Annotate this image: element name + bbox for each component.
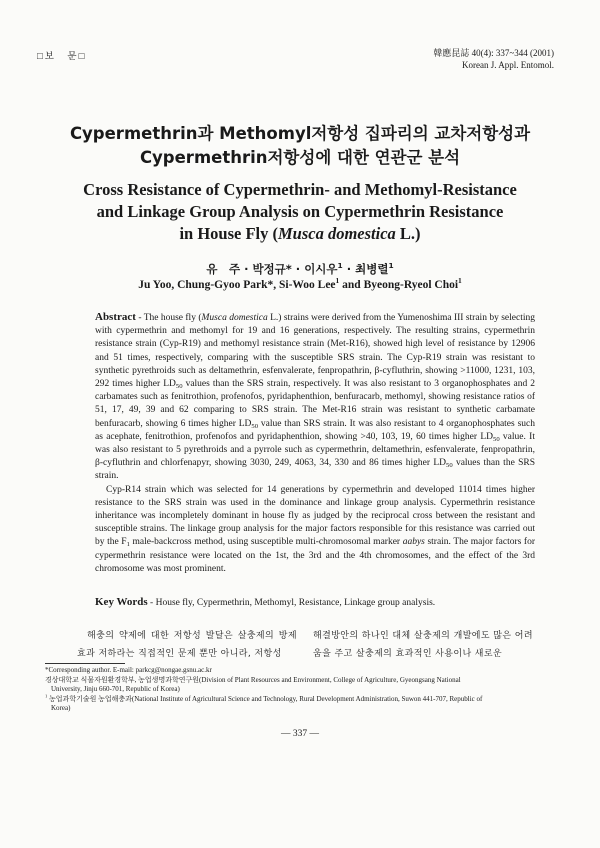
abstract-text: male-backcross method, using susceptible multi-chromosomal marker bbox=[129, 537, 403, 548]
author-name: 최병렬 bbox=[355, 262, 389, 276]
korean-title bbox=[0, 122, 600, 170]
title-text: in House Fly ( bbox=[179, 224, 278, 243]
affiliation-text: 경상대학교 식물자원환경학부, 농업생명과학연구원(Division of Plant Resources and Environment, College of Agriculture, Gyeongsang National bbox=[45, 675, 461, 684]
keywords-label: Key Words bbox=[95, 596, 148, 608]
affiliation-mark: 1 bbox=[337, 261, 343, 271]
english-title-line-3 bbox=[0, 223, 600, 245]
affiliation-mark: 1 bbox=[458, 276, 462, 286]
affiliation-note-1 bbox=[45, 676, 555, 695]
affiliation-text: University, Jinju 660-701, Republic of Korea) bbox=[51, 685, 180, 694]
abstract-text: values than the SRS strain, respectively. It was also resistant to 3 organophosphates and 2 carbamates such as fenitrothion, profenofos, pyridaphenthion, benfuracarb, methomyl, showing resistance ratios of 51, 17, 49, 39 and 62 comparing to SRS strain. The Met-R16 strain was resistant to synthetic carbamate benfuracarb, showing 6 times higher LD bbox=[95, 379, 535, 429]
journal-citation bbox=[433, 47, 554, 71]
affiliation-text: Korea) bbox=[51, 704, 71, 713]
journal-citation-en: Korean J. Appl. Entomol. bbox=[462, 60, 554, 70]
affiliation-mark: 1 bbox=[388, 261, 394, 271]
abstract-text: values than the SRS strain. bbox=[95, 458, 535, 482]
section-label: □보 문□ bbox=[37, 52, 87, 62]
abstract-text: L.) strains were derived from the Yumenoshima III strain by selecting with cypermethrin and methomyl for 19 and 16 generations, respectively. The resulting strains, cypermethrin resistance strain (Cyp-R19) and methomyl resistance strain (Met-R16), showed high level of resistance by 12906 and 51 times, respectively, comparing with the susceptible SRS strain. The Cyp-R19 strain was resistant to synthetic pyrethroids such as deltamethrin, esfenvalerate, fenpropathrin, β-cyfluthrin, showing >11000, 1231, 103, 292 times higher LD bbox=[95, 313, 535, 390]
title-text: L.) bbox=[395, 224, 421, 243]
subscript: 1 bbox=[126, 541, 130, 549]
korean-title-line-2: Cypermethrin저항성에 대한 연관군 분석 bbox=[139, 148, 461, 167]
english-title bbox=[0, 179, 600, 245]
journal-citation-kr: 韓應昆誌 40(4): 337~344 (2001) bbox=[433, 48, 554, 58]
affiliation-mark: 1 bbox=[45, 693, 48, 699]
species-name: Musca domestica bbox=[201, 313, 268, 323]
keywords-text: - House fly, Cypermethrin, Methomyl, Resistance, Linkage group analysis. bbox=[147, 598, 436, 608]
english-title-line-2: and Linkage Group Analysis on Cypermethrin Resistance bbox=[96, 202, 504, 221]
abstract-text: Cyp-R14 strain which was selected for 14 generations by cypermethrin and developed 11014 times higher resistance to the SRS strain was used in the dominance and linkage group analysis. Cypermethrin resistance inheritance was incompletely dominant in house fly as judged by the reciprocal cross between the resistant and susceptible strains. The linkage group analysis for the major factors responsible for this resistance was carried out by the F bbox=[95, 484, 535, 548]
abstract-text: value than SRS strain. It was also resistant to 4 organophosphates such as acephate, fenitrothion, profenofos and pyridaphenthion, showing >40, 103, 19, 60 times higher LD bbox=[95, 418, 535, 442]
strain-name: aabys bbox=[402, 537, 425, 548]
abstract bbox=[95, 311, 535, 576]
author-separator: · bbox=[342, 262, 356, 276]
korean-title-line-1: Cypermethrin과 Methomyl저항성 집파리의 교차저항성과 bbox=[69, 124, 531, 143]
affiliation-mark: 1 bbox=[335, 276, 340, 286]
author-separator: · bbox=[240, 262, 253, 276]
subscript: 50 bbox=[446, 462, 453, 470]
affiliation-note-2 bbox=[45, 695, 555, 714]
body-column-left: 해충의 약제에 대한 저항성 발달은 살충제의 방제 효과 저하라는 직접적인 문제 뿐만 아니라, 저항성 bbox=[77, 631, 297, 659]
author-names: Ju Yoo, Chung-Gyoo Park*, Si-Woo Lee bbox=[138, 279, 336, 291]
author-separator: · bbox=[291, 262, 305, 276]
abstract-text: strain. The major factors for cypermethrin resistance were located on the 1st, the 3rd and the 4th chromosomes, and the effect of the 3rd chromosome was most prominent. bbox=[95, 537, 536, 574]
abstract-text: - The house fly ( bbox=[135, 313, 202, 323]
footnotes bbox=[45, 666, 555, 714]
english-title-line-1: Cross Resistance of Cypermethrin- and Methomyl-Resistance bbox=[83, 180, 517, 199]
body-column-right: 해결방안의 하나인 대체 살충제의 개발에도 많은 어려움을 주고 살충제의 효과적인 사용이나 새로운 bbox=[313, 631, 533, 659]
subscript: 50 bbox=[251, 422, 259, 430]
author-names: and Byeong-Ryeol Choi bbox=[339, 279, 459, 291]
affiliation-text: 농업과학기술원 농업해충과(National Institute of Agricultural Science and Technology, Rural Development Administration, Suwon 441-707, Republic of bbox=[47, 694, 483, 703]
species-name: Musca domestica bbox=[278, 224, 396, 243]
abstract-label: Abstract bbox=[95, 311, 136, 323]
author-name: 유 주 bbox=[206, 262, 241, 276]
abstract-text: value. It was also resistant to 5 pyrethroids and a pyrrole such as cypermethrin, deltamethrin, esfenvalerate, fenpropathrin, β-cyfluthrin and chlorfenapyr, showing 3030, 249, 4063, 34, 330 and 86 times higher LD bbox=[95, 431, 535, 469]
subscript: 50 bbox=[493, 435, 500, 443]
keywords bbox=[95, 596, 535, 608]
author-name: 박정규* bbox=[252, 262, 292, 276]
abstract-paragraph-1 bbox=[95, 311, 535, 484]
author-name: 이시우 bbox=[304, 262, 338, 276]
footnote-divider bbox=[45, 663, 125, 664]
abstract-paragraph-2 bbox=[95, 484, 535, 576]
page-number: — 337 — bbox=[281, 729, 319, 739]
english-authors bbox=[0, 276, 600, 291]
subscript: 50 bbox=[175, 383, 183, 391]
korean-authors bbox=[0, 261, 600, 277]
corresponding-author-note: *Corresponding author. E-mail: parkcg@nongae.gsnu.ac.kr bbox=[45, 666, 212, 674]
